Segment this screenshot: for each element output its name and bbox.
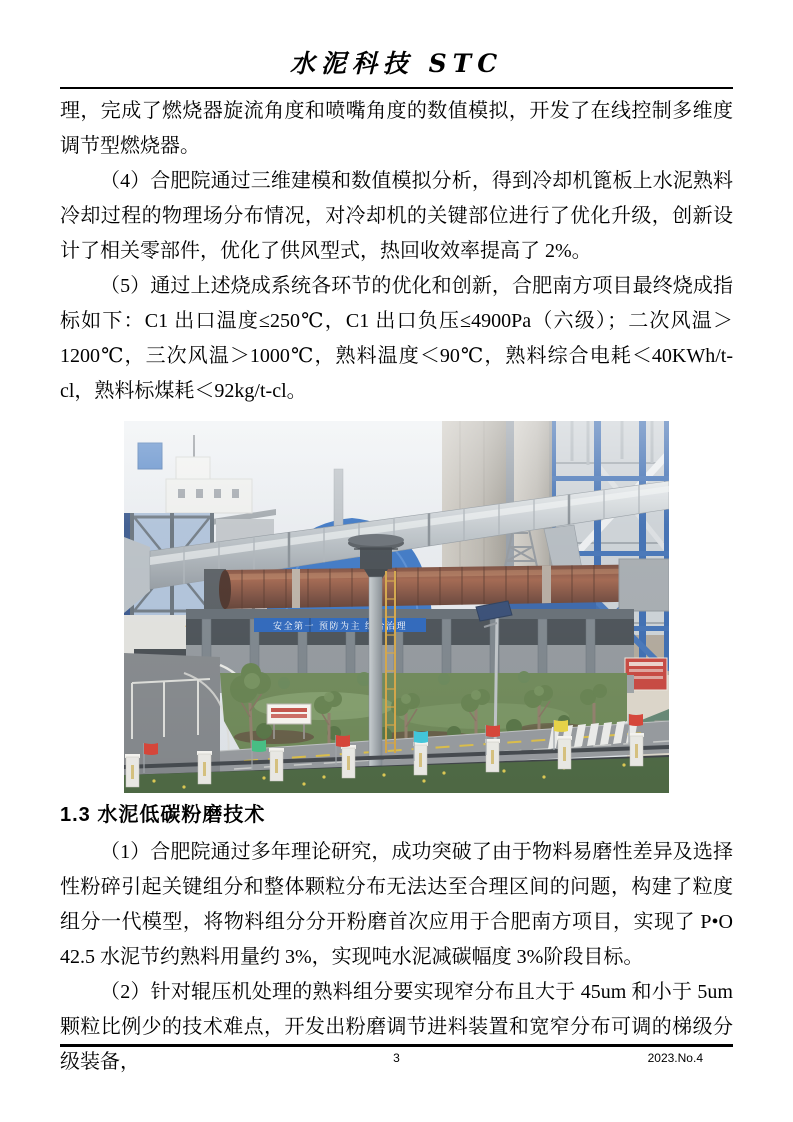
issue-label: 2023.No.4: [647, 1051, 703, 1065]
paragraph-4: （4）合肥院通过三维建模和数值模拟分析，得到冷却机篦板上水泥熟料冷却过程的物理场分布情况，对冷却机的关键部位进行了优化升级，创新设计了相关零部件，优化了供风型式，热回收效率提高了 2%。: [60, 170, 733, 262]
haze-overlay: [124, 421, 669, 793]
page-number: 3: [393, 1051, 400, 1065]
header-rule: [60, 87, 733, 89]
paragraph-2: （2）针对辊压机处理的熟料组分要实现窄分布且大于 45um 和小于 5um 颗粒比例少的技术难点，开发出粉磨调节进料装置和宽窄分布可调的梯级分级装备，: [60, 981, 733, 1073]
paragraph-5: （5）通过上述烧成系统各环节的优化和创新，合肥南方项目最终烧成指标如下：C1 出口温度≤250℃，C1 出口负压≤4900Pa（六级）；二次风温＞1200℃，三次风温＞1000℃，熟料温度＜90℃，熟料综合电耗＜40KWh/t-cl，熟料标煤耗＜92kg/t-cl。: [60, 275, 733, 402]
page-content: [60, 94, 733, 1080]
paragraph-continuation: 理，完成了燃烧器旋流角度和喷嘴角度的数值模拟，开发了在线控制多维度调节型燃烧器。: [60, 100, 733, 157]
paragraph-1: （1）合肥院通过多年理论研究，成功突破了由于物料易磨性差异及选择性粉碎引起关键组分和整体颗粒分布无法达至合理区间的问题，构建了粒度组分一代模型，将物料组分分开粉磨首次应用于合肥南方项目，实现了 P•O 42.5 水泥节约熟料用量约 3%，实现吨水泥减碳幅度 3%阶段目标。: [60, 841, 733, 968]
plant-photo: [124, 421, 669, 793]
cement-plant-illustration: [124, 421, 669, 793]
journal-title: 水泥科技 STC: [289, 49, 504, 78]
section-heading: 1.3 水泥低碳粉磨技术: [60, 804, 266, 826]
page-footer: [60, 1044, 733, 1065]
